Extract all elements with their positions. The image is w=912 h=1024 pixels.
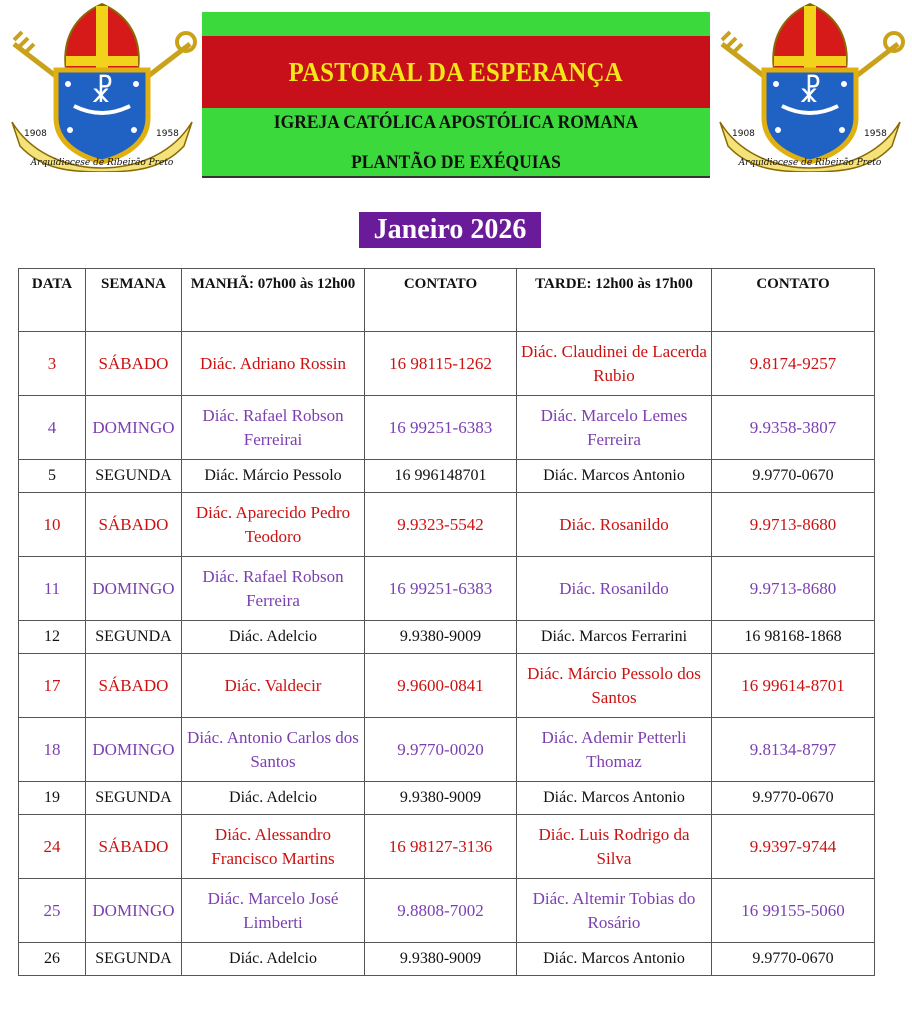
cell-data: 18 [19, 718, 86, 782]
cell-manha: Diác. Adelcio [182, 943, 365, 976]
cell-tarde: Diác. Marcelo Lemes Ferreira [517, 396, 712, 460]
table-row [19, 943, 875, 976]
page-title: PASTORAL DA ESPERANÇA [288, 56, 624, 87]
cell-tarde: Diác. Altemir Tobias do Rosário [517, 879, 712, 943]
svg-text:1958: 1958 [156, 129, 179, 139]
table-row [19, 621, 875, 654]
header-contato-tarde: CONTATO [712, 269, 875, 332]
header-semana: SEMANA [86, 269, 182, 332]
banner-red-stripe [202, 36, 710, 108]
svg-text:1958: 1958 [864, 129, 887, 139]
cell-contato-manha: 9.9380-9009 [365, 621, 517, 654]
cell-manha: Diác. Adelcio [182, 621, 365, 654]
cell-data: 25 [19, 879, 86, 943]
header-contato-manha: CONTATO [365, 269, 517, 332]
header-data: DATA [19, 269, 86, 332]
cell-semana: SEGUNDA [86, 943, 182, 976]
cell-contato-manha: 9.9380-9009 [365, 943, 517, 976]
header-banner [202, 12, 710, 178]
table-row [19, 718, 875, 782]
table-row [19, 879, 875, 943]
svg-text:Arquidiocese de Ribeirão Preto: Arquidiocese de Ribeirão Preto [738, 158, 882, 168]
cell-data: 12 [19, 621, 86, 654]
cell-tarde: Diác. Rosanildo [517, 557, 712, 621]
cell-semana: DOMINGO [86, 718, 182, 782]
table-row [19, 332, 875, 396]
cell-contato-tarde: 9.9713-8680 [712, 493, 875, 557]
cell-tarde: Diác. Marcos Ferrarini [517, 621, 712, 654]
cell-data: 10 [19, 493, 86, 557]
table-row [19, 654, 875, 718]
header-manha: MANHÃ: 07h00 às 12h00 [182, 269, 365, 332]
archdiocese-crest-left [4, 0, 200, 172]
cell-manha: Diác. Alessandro Francisco Martins [182, 815, 365, 879]
table-row [19, 460, 875, 493]
cell-contato-manha: 16 996148701 [365, 460, 517, 493]
cell-contato-manha: 16 99251-6383 [365, 396, 517, 460]
schedule-subtitle: PLANTÃO DE EXÉQUIAS [351, 152, 561, 173]
cell-contato-tarde: 16 99155-5060 [712, 879, 875, 943]
cell-data: 17 [19, 654, 86, 718]
cell-contato-manha: 16 98115-1262 [365, 332, 517, 396]
cell-tarde: Diác. Marcos Antonio [517, 460, 712, 493]
cell-semana: DOMINGO [86, 557, 182, 621]
cell-contato-manha: 9.9380-9009 [365, 782, 517, 815]
cell-contato-manha: 9.8808-7002 [365, 879, 517, 943]
cell-tarde: Diác. Marcos Antonio [517, 943, 712, 976]
cell-semana: DOMINGO [86, 879, 182, 943]
cell-contato-tarde: 9.9358-3807 [712, 396, 875, 460]
table-row [19, 815, 875, 879]
cell-contato-tarde: 9.8134-8797 [712, 718, 875, 782]
cell-contato-manha: 16 98127-3136 [365, 815, 517, 879]
cell-tarde: Diác. Luis Rodrigo da Silva [517, 815, 712, 879]
cell-tarde: Diác. Marcos Antonio [517, 782, 712, 815]
cell-data: 26 [19, 943, 86, 976]
cell-data: 19 [19, 782, 86, 815]
cell-contato-tarde: 16 98168-1868 [712, 621, 875, 654]
cell-tarde: Diác. Claudinei de Lacerda Rubio [517, 332, 712, 396]
cell-semana: SEGUNDA [86, 621, 182, 654]
cell-manha: Diác. Rafael Robson Ferreira [182, 557, 365, 621]
banner-green-stripe [202, 12, 710, 36]
cell-contato-tarde: 9.9770-0670 [712, 782, 875, 815]
cell-semana: DOMINGO [86, 396, 182, 460]
cell-semana: SÁBADO [86, 493, 182, 557]
cell-tarde: Diác. Márcio Pessolo dos Santos [517, 654, 712, 718]
table-header-row [19, 269, 875, 332]
cell-manha: Diác. Rafael Robson Ferreirai [182, 396, 365, 460]
svg-text:☧: ☧ [90, 75, 114, 110]
table-row [19, 396, 875, 460]
cell-data: 4 [19, 396, 86, 460]
cell-contato-tarde: 9.9713-8680 [712, 557, 875, 621]
cell-semana: SÁBADO [86, 654, 182, 718]
cell-contato-manha: 9.9323-5542 [365, 493, 517, 557]
header-tarde: TARDE: 12h00 às 17h00 [517, 269, 712, 332]
cell-manha: Diác. Adelcio [182, 782, 365, 815]
cell-manha: Diác. Marcelo José Limberti [182, 879, 365, 943]
cell-tarde: Diác. Ademir Petterli Thomaz [517, 718, 712, 782]
cell-tarde: Diác. Rosanildo [517, 493, 712, 557]
svg-text:1908: 1908 [24, 129, 47, 139]
cell-manha: Diác. Antonio Carlos dos Santos [182, 718, 365, 782]
cell-contato-tarde: 9.9770-0670 [712, 460, 875, 493]
cell-manha: Diác. Aparecido Pedro Teodoro [182, 493, 365, 557]
cell-contato-manha: 16 99251-6383 [365, 557, 517, 621]
cell-contato-tarde: 9.9397-9744 [712, 815, 875, 879]
svg-text:Arquidiocese de Ribeirão Preto: Arquidiocese de Ribeirão Preto [30, 158, 174, 168]
church-name: IGREJA CATÓLICA APOSTÓLICA ROMANA [273, 112, 639, 133]
table-row [19, 782, 875, 815]
svg-text:1908: 1908 [732, 129, 755, 139]
month-label: Janeiro 2026 [359, 212, 541, 248]
duty-schedule-table [18, 268, 875, 976]
cell-contato-tarde: 9.9770-0670 [712, 943, 875, 976]
archdiocese-crest-right [712, 0, 908, 172]
cell-contato-tarde: 16 99614-8701 [712, 654, 875, 718]
svg-text:☧: ☧ [798, 75, 822, 110]
cell-contato-manha: 9.9600-0841 [365, 654, 517, 718]
cell-data: 11 [19, 557, 86, 621]
cell-manha: Diác. Valdecir [182, 654, 365, 718]
cell-manha: Diác. Adriano Rossin [182, 332, 365, 396]
cell-semana: SÁBADO [86, 332, 182, 396]
table-row [19, 493, 875, 557]
cell-data: 5 [19, 460, 86, 493]
cell-semana: SÁBADO [86, 815, 182, 879]
cell-contato-manha: 9.9770-0020 [365, 718, 517, 782]
cell-manha: Diác. Márcio Pessolo [182, 460, 365, 493]
cell-data: 3 [19, 332, 86, 396]
banner-divider [202, 176, 710, 178]
cell-semana: SEGUNDA [86, 782, 182, 815]
cell-contato-tarde: 9.8174-9257 [712, 332, 875, 396]
table-row [19, 557, 875, 621]
cell-data: 24 [19, 815, 86, 879]
cell-semana: SEGUNDA [86, 460, 182, 493]
